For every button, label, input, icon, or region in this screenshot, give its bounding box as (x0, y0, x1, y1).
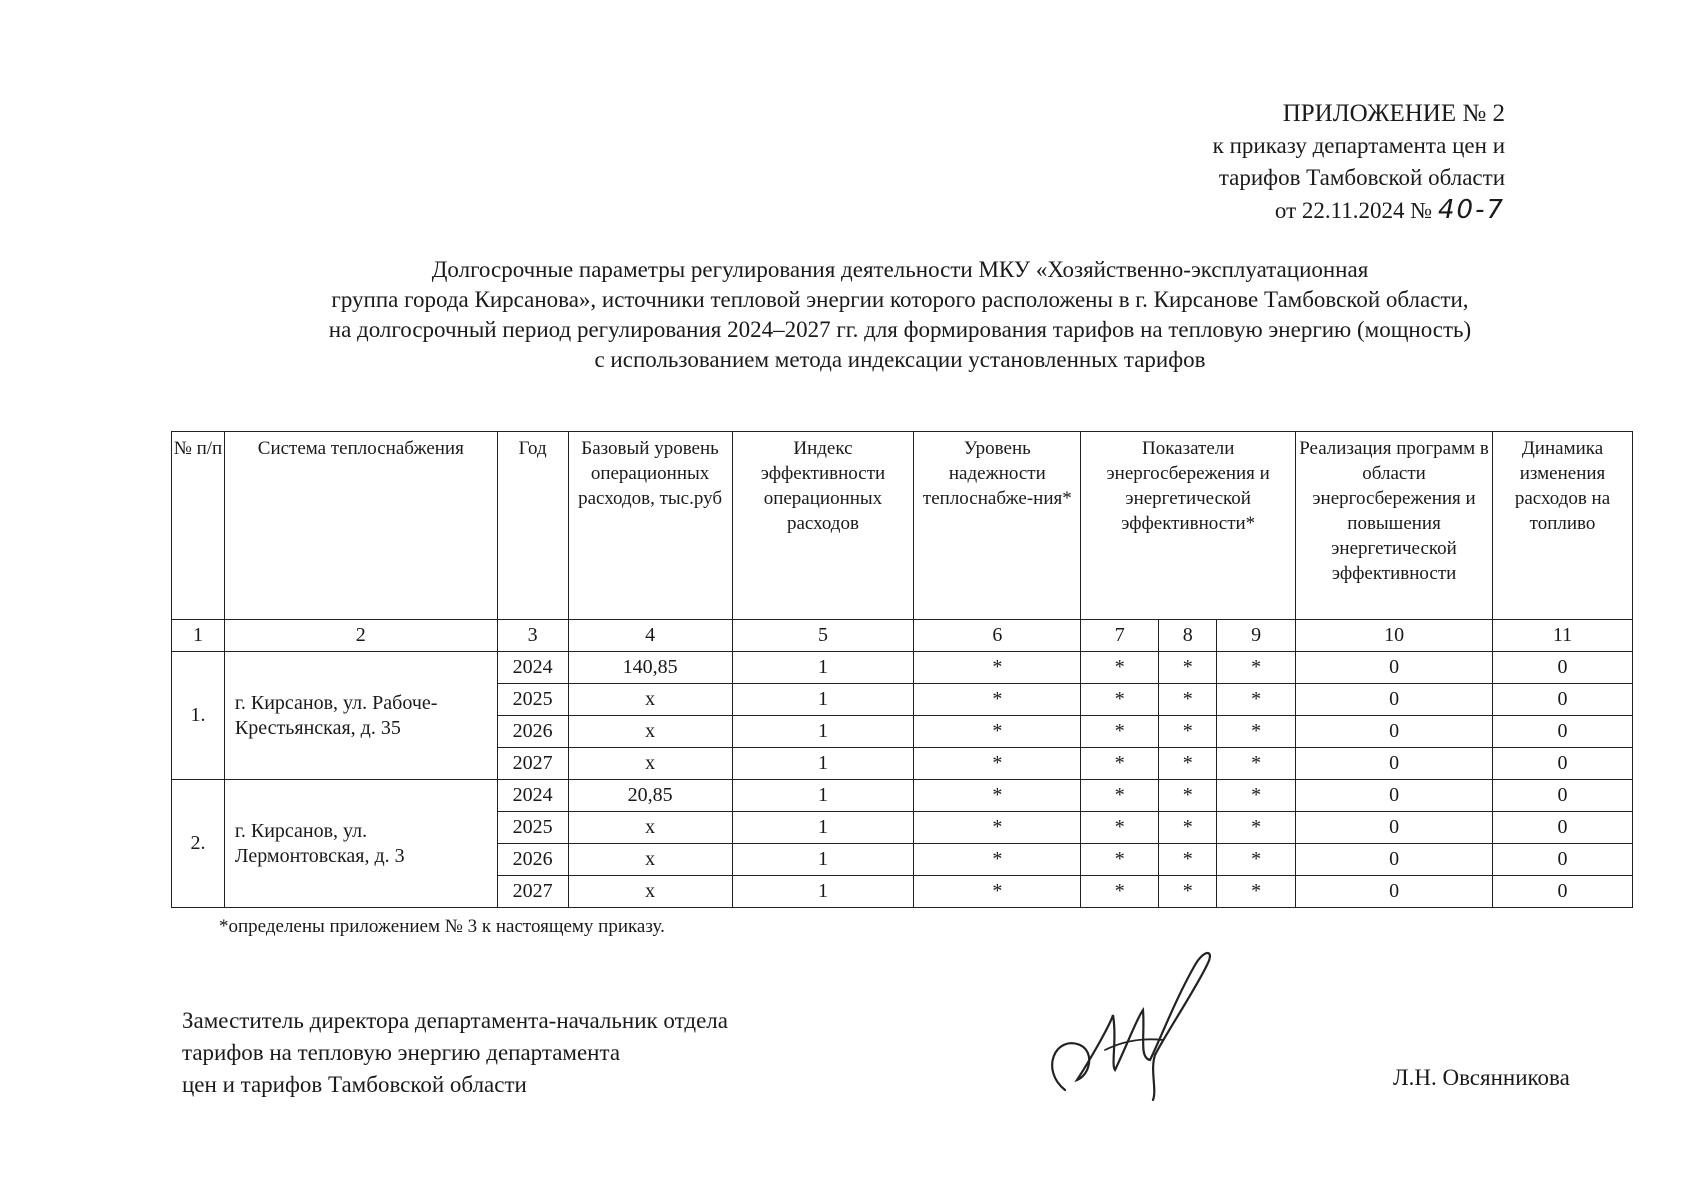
cell-year: 2025 (497, 812, 568, 844)
footnote: *определены приложением № 3 к настоящему приказу. (219, 916, 665, 937)
cell-c11: 0 (1493, 812, 1633, 844)
cell-rel: * (914, 716, 1081, 748)
header-year: Год (497, 432, 568, 620)
cell-year: 2024 (497, 652, 568, 684)
cell-index: 1 (732, 748, 914, 780)
cell-base: х (568, 748, 732, 780)
cell-c8: * (1159, 812, 1217, 844)
heat-supply-system: г. Кирсанов, ул. Лермонтовская, д. 3 (224, 780, 497, 908)
cell-base: х (568, 716, 732, 748)
header-programs: Реализация программ в области энергосбережения и повышения энергетической эффективности (1296, 432, 1493, 620)
parameters-table (171, 431, 1633, 908)
cell-year: 2026 (497, 844, 568, 876)
cell-c9: * (1217, 780, 1296, 812)
header-efficiency-index: Индекс эффективности операционных расходов (732, 432, 914, 620)
cell-c8: * (1159, 876, 1217, 908)
cell-index: 1 (732, 876, 914, 908)
cell-c10: 0 (1296, 684, 1493, 716)
cell-c11: 0 (1493, 684, 1633, 716)
cell-c7: * (1081, 844, 1159, 876)
cell-c9: * (1217, 652, 1296, 684)
cell-rel: * (914, 844, 1081, 876)
cell-c8: * (1159, 684, 1217, 716)
order-number: 40-7 (1437, 195, 1505, 225)
cell-year: 2027 (497, 748, 568, 780)
document-title (160, 255, 1640, 375)
cell-c11: 0 (1493, 652, 1633, 684)
cell-c8: * (1159, 748, 1217, 780)
column-number: 4 (568, 620, 732, 652)
cell-c11: 0 (1493, 780, 1633, 812)
cell-rel: * (914, 684, 1081, 716)
table-row (172, 780, 1633, 812)
cell-c9: * (1217, 844, 1296, 876)
cell-c10: 0 (1296, 812, 1493, 844)
cell-year: 2027 (497, 876, 568, 908)
cell-c7: * (1081, 780, 1159, 812)
appendix-title: ПРИЛОЖЕНИЕ № 2 (1282, 100, 1505, 127)
cell-index: 1 (732, 812, 914, 844)
row-group-number: 2. (172, 780, 225, 908)
signatory-line-1: Заместитель директора департамента-начальник отдела (182, 1008, 728, 1033)
title-line-1: Долгосрочные параметры регулирования деятельности МКУ «Хозяйственно-эксплуатационная (431, 257, 1369, 282)
cell-c9: * (1217, 812, 1296, 844)
cell-c11: 0 (1493, 716, 1633, 748)
cell-year: 2026 (497, 716, 568, 748)
column-number: 7 (1081, 620, 1159, 652)
cell-c9: * (1217, 716, 1296, 748)
cell-c8: * (1159, 652, 1217, 684)
cell-c8: * (1159, 716, 1217, 748)
cell-index: 1 (732, 652, 914, 684)
cell-c10: 0 (1296, 652, 1493, 684)
column-number: 9 (1217, 620, 1296, 652)
signatory-line-3: цен и тарифов Тамбовской области (182, 1072, 527, 1097)
cell-index: 1 (732, 844, 914, 876)
column-number: 6 (914, 620, 1081, 652)
column-number: 10 (1296, 620, 1493, 652)
column-number-row (172, 620, 1633, 652)
cell-c8: * (1159, 844, 1217, 876)
column-number: 1 (172, 620, 225, 652)
cell-rel: * (914, 876, 1081, 908)
header-fuel-dynamics: Динамика изменения расходов на топливо (1493, 432, 1633, 620)
cell-year: 2024 (497, 780, 568, 812)
header-system: Система теплоснабжения (224, 432, 497, 620)
cell-rel: * (914, 780, 1081, 812)
cell-c7: * (1081, 652, 1159, 684)
table-header-row (172, 432, 1633, 620)
cell-index: 1 (732, 780, 914, 812)
table-row (172, 652, 1633, 684)
cell-rel: * (914, 748, 1081, 780)
cell-year: 2025 (497, 684, 568, 716)
table-body (172, 620, 1633, 908)
cell-rel: * (914, 652, 1081, 684)
heat-supply-system: г. Кирсанов, ул. Рабоче-Крестьянская, д. 35 (224, 652, 497, 780)
cell-c11: 0 (1493, 748, 1633, 780)
cell-c7: * (1081, 876, 1159, 908)
cell-c7: * (1081, 684, 1159, 716)
title-line-2: группа города Кирсанова», источники тепловой энергии которого расположены в г. Кирсанове Тамбовской области, (331, 287, 1469, 312)
cell-c9: * (1217, 748, 1296, 780)
cell-base: 20,85 (568, 780, 732, 812)
cell-c10: 0 (1296, 844, 1493, 876)
signatory-position (182, 1005, 728, 1101)
header-reliability: Уровень надежности теплоснабже-ния* (914, 432, 1081, 620)
header-num: № п/п (172, 432, 225, 620)
cell-base: х (568, 876, 732, 908)
header-energy-saving: Показатели энергосбережения и энергетической эффективности* (1081, 432, 1296, 620)
cell-c10: 0 (1296, 876, 1493, 908)
handwritten-signature (1035, 940, 1235, 1110)
title-line-3: на долгосрочный период регулирования 2024–2027 гг. для формирования тарифов на тепловую энергию (мощность) (328, 317, 1472, 342)
cell-c7: * (1081, 716, 1159, 748)
cell-c7: * (1081, 748, 1159, 780)
cell-c10: 0 (1296, 716, 1493, 748)
cell-base: 140,85 (568, 652, 732, 684)
signatory-line-2: тарифов на тепловую энергию департамента (182, 1040, 621, 1065)
cell-c10: 0 (1296, 780, 1493, 812)
column-number: 11 (1493, 620, 1633, 652)
header-base-level: Базовый уровень операционных расходов, тыс.руб (568, 432, 732, 620)
cell-base: х (568, 812, 732, 844)
column-number: 5 (732, 620, 914, 652)
cell-rel: * (914, 812, 1081, 844)
cell-c9: * (1217, 684, 1296, 716)
cell-base: х (568, 684, 732, 716)
cell-c8: * (1159, 780, 1217, 812)
cell-c11: 0 (1493, 844, 1633, 876)
cell-base: х (568, 844, 732, 876)
signatory-name: Л.Н. Овсянникова (1393, 1065, 1570, 1090)
cell-index: 1 (732, 684, 914, 716)
appendix-line-2: тарифов Тамбовской области (1218, 165, 1505, 190)
cell-c7: * (1081, 812, 1159, 844)
appendix-line-1: к приказу департамента цен и (1212, 133, 1505, 158)
row-group-number: 1. (172, 652, 225, 780)
cell-c11: 0 (1493, 876, 1633, 908)
appendix-date: от 22.11.2024 № (1274, 198, 1433, 223)
column-number: 3 (497, 620, 568, 652)
cell-c9: * (1217, 876, 1296, 908)
cell-c10: 0 (1296, 748, 1493, 780)
column-number: 8 (1159, 620, 1217, 652)
title-line-4: с использованием метода индексации установленных тарифов (594, 347, 1206, 372)
appendix-header (1213, 98, 1505, 227)
cell-index: 1 (732, 716, 914, 748)
appendix-date-line (1213, 194, 1505, 227)
column-number: 2 (224, 620, 497, 652)
